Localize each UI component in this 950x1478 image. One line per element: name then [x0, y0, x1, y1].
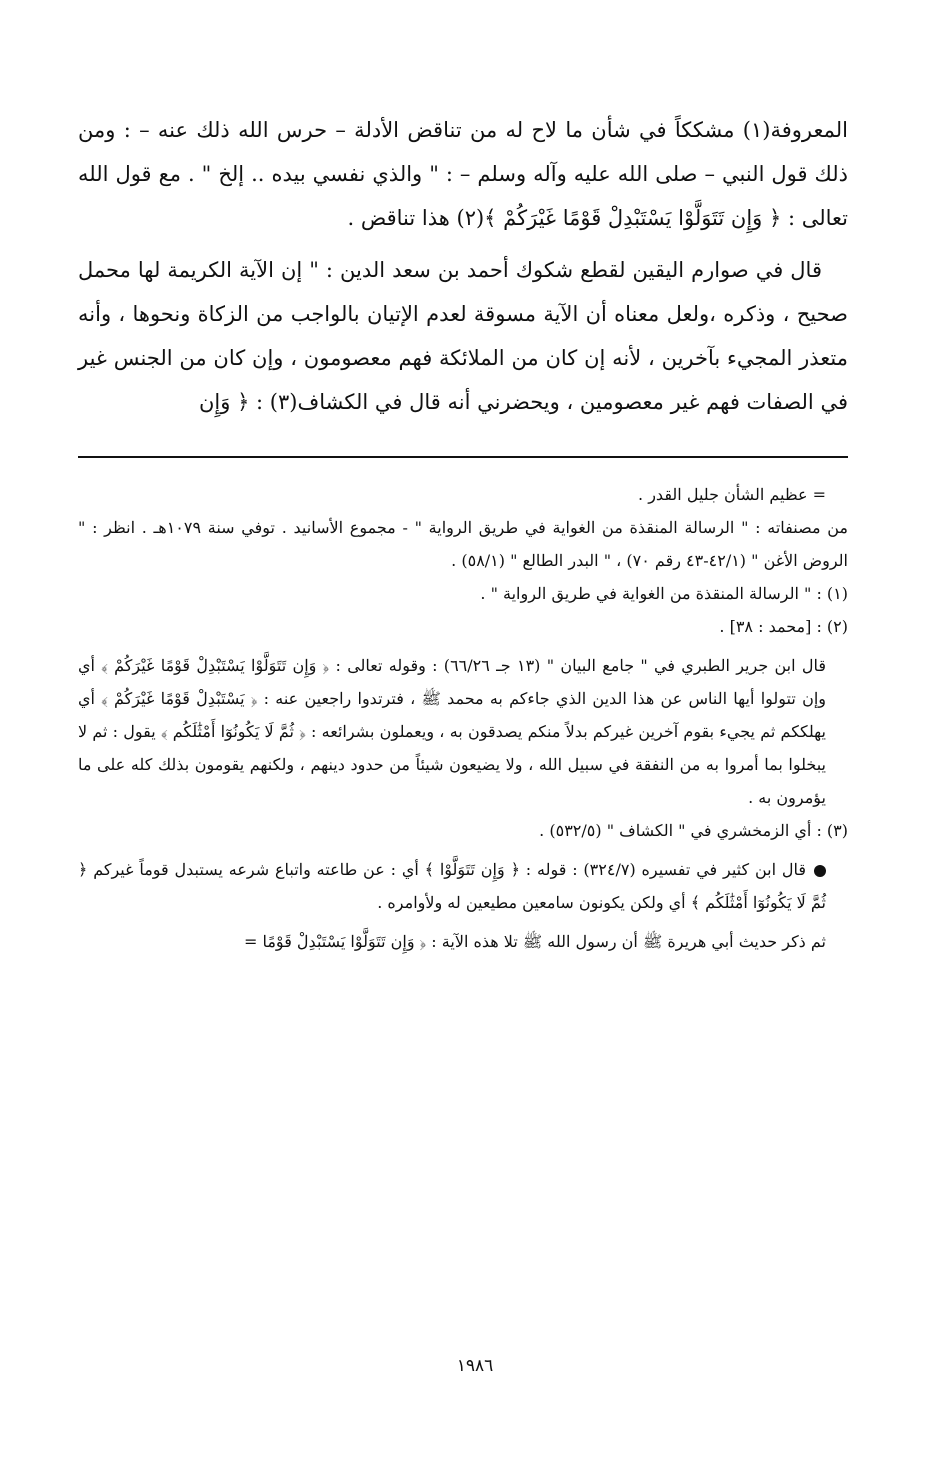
- bullet-icon: [814, 865, 826, 877]
- page-number: ١٩٨٦: [456, 1356, 494, 1376]
- paragraph-1: المعروفة(١) مشككاً في شأن ما لاح له من تناقض الأدلة – حرس الله ذلك عنه – : ومن ذلك قول النبي – صلى الله عليه وآله وسلم – : " والذي نفسي بيده .. إلخ " . مع قول الله تعالى : ﴿ وَإِن تَتَوَلَّوْا يَسْتَبْدِلْ قَوْمًا غَيْرَكُمْ ﴾(٢) هذا تناقض .: [78, 118, 848, 230]
- book-page: [78, 108, 848, 958]
- footnote-3-detail-text: قال ابن كثير في تفسيره (٣٢٤/٧) : قوله : ﴿ وَإِن تَتَوَلَّوْا ﴾ أي : عن طاعته واتباع شرعه يستبدل قوماً غيركم ﴿ ثُمَّ لَا يَكُونُوٓا أَمْثَٰلَكُم ﴾ أي ولكن يكونون سامعين مطيعين له ولأوامره .: [78, 860, 826, 912]
- footnote-3: (٣) : أي الزمخشري في " الكشاف " (٥٣٢/٥) .: [539, 821, 848, 840]
- footnote-3-continuation: ثم ذكر حديث أبي هريرة ﷺ أن رسول الله ﷺ تلا هذه الآية : ﴿ وَإِن تَتَوَلَّوْا يَسْتَبْدِلْ قَوْمًا =: [243, 932, 826, 951]
- paragraph-2: قال في صوارم اليقين لقطع شكوك أحمد بن سعد الدين : " إن الآية الكريمة لها محمل صحيح ، وذكره ،ولعل معناه أن الآية مسوقة لعدم الإتيان بالواجب من الزكاة ونحوها ، وأنه متعذر المجيء بآخرين ، لأنه إن كان من الملائكة فهم معصومون ، وإن كان من الجنس غير في الصفات فهم غير معصومين ، ويحضرني أنه قال في الكشاف(٣) : ﴿ وَإِن: [78, 258, 848, 414]
- footnote-1: (١) : " الرسالة المنقذة من الغواية في طريق الرواية " .: [480, 584, 848, 603]
- footnote-3-detail: [78, 853, 848, 919]
- footnote-2-detail: قال ابن جرير الطبري في " جامع البيان " (١٣ جـ ٦٦/٢٦) : وقوله تعالى : ﴿ وَإِن تَتَوَلَّوْا يَسْتَبْدِلْ قَوْمًا غَيْرَكُمْ ﴾ أي وإن تتولوا أيها الناس عن هذا الدين الذي جاءكم به محمد ﷺ ، فترتدوا راجعين عنه : ﴿ يَسْتَبْدِلْ قَوْمًا غَيْرَكُمْ ﴾ أي يهلككم ثم يجيء بقوم آخرين غيركم بدلاً منكم يصدقون به ، ويعملون بشرائعه : ﴿ ثُمَّ لَا يَكُونُوٓا أَمْثَٰلَكُم ﴾ يقول : ثم لا يبخلوا بما أمروا به من النفقة في سبيل الله ، ولا يضيعون شيئاً من حدود دينهم ، ولكنهم يقومون بذلك كله على ما يؤمرون به .: [78, 656, 827, 807]
- footnote-continuation-1: = عظيم الشأن جليل القدر .: [638, 485, 826, 504]
- footnote-continuation-2: من مصنفاته : " الرسالة المنقذة من الغواية في طريق الرواية " - مجموع الأسانيد . توفي سنة ١٠٧٩هـ . انظر : " الروض الأغن " (٤٢/١-٤٣ رقم ٧٠) ، " البدر الطالع " (٥٨/١) .: [78, 518, 849, 570]
- main-text: [78, 108, 848, 424]
- footnote-2: (٢) : [محمد : ٣٨] .: [719, 617, 848, 636]
- footnote-divider: [78, 456, 848, 458]
- footnotes: [78, 478, 848, 958]
